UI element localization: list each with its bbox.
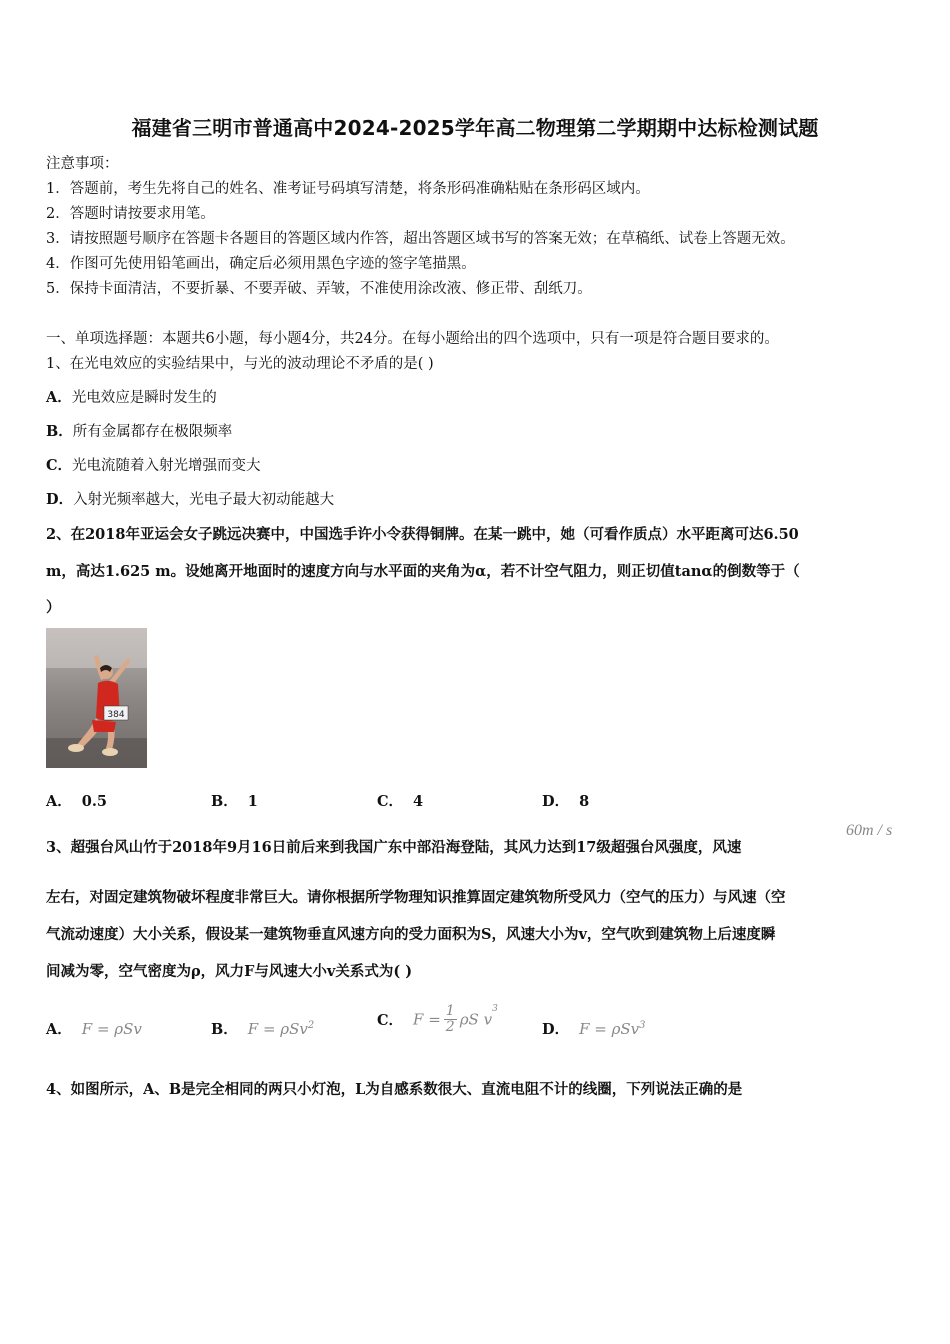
wind-speed-formula: 60m / s bbox=[846, 822, 893, 839]
notice-heading: 注意事项： bbox=[46, 156, 119, 172]
section-heading: 一、单项选择题：本题共6小题，每小题4分，共24分。在每小题给出的四个选项中，只有一项是符合题目要求的。 bbox=[46, 331, 779, 347]
option-label: D． bbox=[46, 491, 74, 508]
formula bbox=[579, 1020, 645, 1038]
question-1-option-a bbox=[46, 386, 217, 407]
question-3-option-c bbox=[377, 1004, 498, 1035]
option-label: D． bbox=[542, 793, 570, 810]
question-1-stem: 1、在光电效应的实验结果中，与光的波动理论不矛盾的是( ) bbox=[46, 356, 434, 372]
option-text: 1 bbox=[247, 793, 258, 810]
fraction-numerator: 1 bbox=[445, 1003, 455, 1019]
formula bbox=[248, 1020, 314, 1038]
formula-base: F = ρSv bbox=[247, 1020, 308, 1038]
long-jump-photo bbox=[46, 628, 147, 768]
question-3-option-d bbox=[542, 1018, 646, 1039]
question-2-option-c bbox=[377, 790, 423, 811]
question-2-option-d bbox=[542, 790, 589, 811]
question-2-stem-line: ） bbox=[46, 599, 61, 616]
question-1-option-b bbox=[46, 420, 232, 441]
question-3-stem-line: 间减为零，空气密度为ρ，风力F与风速大小v关系式为( ) bbox=[46, 963, 413, 980]
formula-exponent: 3 bbox=[639, 1020, 646, 1031]
option-text: 0.5 bbox=[81, 793, 107, 810]
option-label: A． bbox=[46, 793, 72, 810]
fraction bbox=[444, 1004, 457, 1035]
question-2-option-a bbox=[46, 790, 107, 811]
question-4-stem: 4、如图所示，A、B是完全相同的两只小灯泡，L为自感系数很大、直流电阻不计的线圈，下列说法正确的是 bbox=[46, 1081, 743, 1098]
option-text: 8 bbox=[579, 793, 590, 810]
question-3-option-a bbox=[46, 1018, 142, 1039]
question-2-option-b bbox=[211, 790, 258, 811]
formula-exponent: 2 bbox=[307, 1020, 315, 1031]
formula-exponent: 3 bbox=[492, 1004, 498, 1014]
notice-item: 2．答题时请按要求用笔。 bbox=[46, 206, 215, 222]
option-label: C． bbox=[377, 1012, 404, 1029]
fraction-denominator: 2 bbox=[445, 1019, 455, 1035]
question-3-stem-line: 左右，对固定建筑物破坏程度非常巨大。请你根据所学物理知识推算固定建筑物所受风力（空气的压力）与风速（空 bbox=[46, 889, 786, 906]
option-label: C． bbox=[46, 457, 73, 474]
option-text: 光电流随着入射光增强而变大 bbox=[72, 458, 261, 474]
option-label: B． bbox=[211, 793, 238, 810]
option-label: A． bbox=[46, 1021, 72, 1038]
option-label: C． bbox=[377, 793, 404, 810]
option-text: 4 bbox=[413, 793, 424, 810]
option-label: B． bbox=[46, 423, 73, 440]
option-text: 所有金属都存在极限频率 bbox=[72, 424, 233, 440]
formula-base: F = ρSv bbox=[579, 1020, 640, 1038]
question-3-option-b bbox=[211, 1018, 314, 1039]
formula-left: F = bbox=[413, 1010, 441, 1029]
formula: F = ρSv bbox=[81, 1020, 142, 1038]
option-text: 光电效应是瞬时发生的 bbox=[71, 390, 217, 406]
question-3-stem-line: 气流动速度）大小关系，假设某一建筑物垂直风速方向的受力面积为S，风速大小为v，空气吹到建筑物上后速度瞬 bbox=[46, 926, 776, 943]
bib-number: 384 bbox=[107, 710, 125, 720]
question-1-option-c bbox=[46, 454, 261, 475]
question-3-stem-line: 3、超强台风山竹于2018年9月16日前后来到我国广东中部沿海登陆，其风力达到17级超强台风强度，风速 bbox=[46, 839, 742, 856]
notice-item: 4．作图可先使用铅笔画出，确定后必须用黑色字迹的签字笔描黑。 bbox=[46, 256, 476, 272]
page-title: 福建省三明市普通高中2024-2025学年高二物理第二学期期中达标检测试题 bbox=[131, 116, 819, 140]
notice-item: 3．请按照题号顺序在答题卡各题目的答题区域内作答，超出答题区域书写的答案无效；在草稿纸、试卷上答题无效。 bbox=[46, 231, 795, 247]
question-2-stem-line: 2、在2018年亚运会女子跳远决赛中，中国选手许小令获得铜牌。在某一跳中，她（可看作质点）水平距离可达6.50 bbox=[46, 526, 799, 543]
option-label: B． bbox=[211, 1021, 238, 1038]
notice-item: 1．答题前，考生先将自己的姓名、准考证号码填写清楚，将条形码准确粘贴在条形码区域内。 bbox=[46, 181, 650, 197]
option-text: 入射光频率越大，光电子最大初动能越大 bbox=[73, 492, 335, 508]
question-2-stem-line: m，高达1.625 m。设她离开地面时的速度方向与水平面的夹角为α，若不计空气阻力，则正切值tanα的倒数等于（ bbox=[46, 563, 800, 580]
formula-right: ρS v bbox=[459, 1010, 493, 1029]
option-label: A． bbox=[46, 389, 72, 406]
question-1-option-d bbox=[46, 488, 334, 509]
option-label: D． bbox=[542, 1021, 570, 1038]
notice-item: 5．保持卡面清洁，不要折暴、不要弄破、弄皱，不准使用涂改液、修正带、刮纸刀。 bbox=[46, 281, 592, 297]
